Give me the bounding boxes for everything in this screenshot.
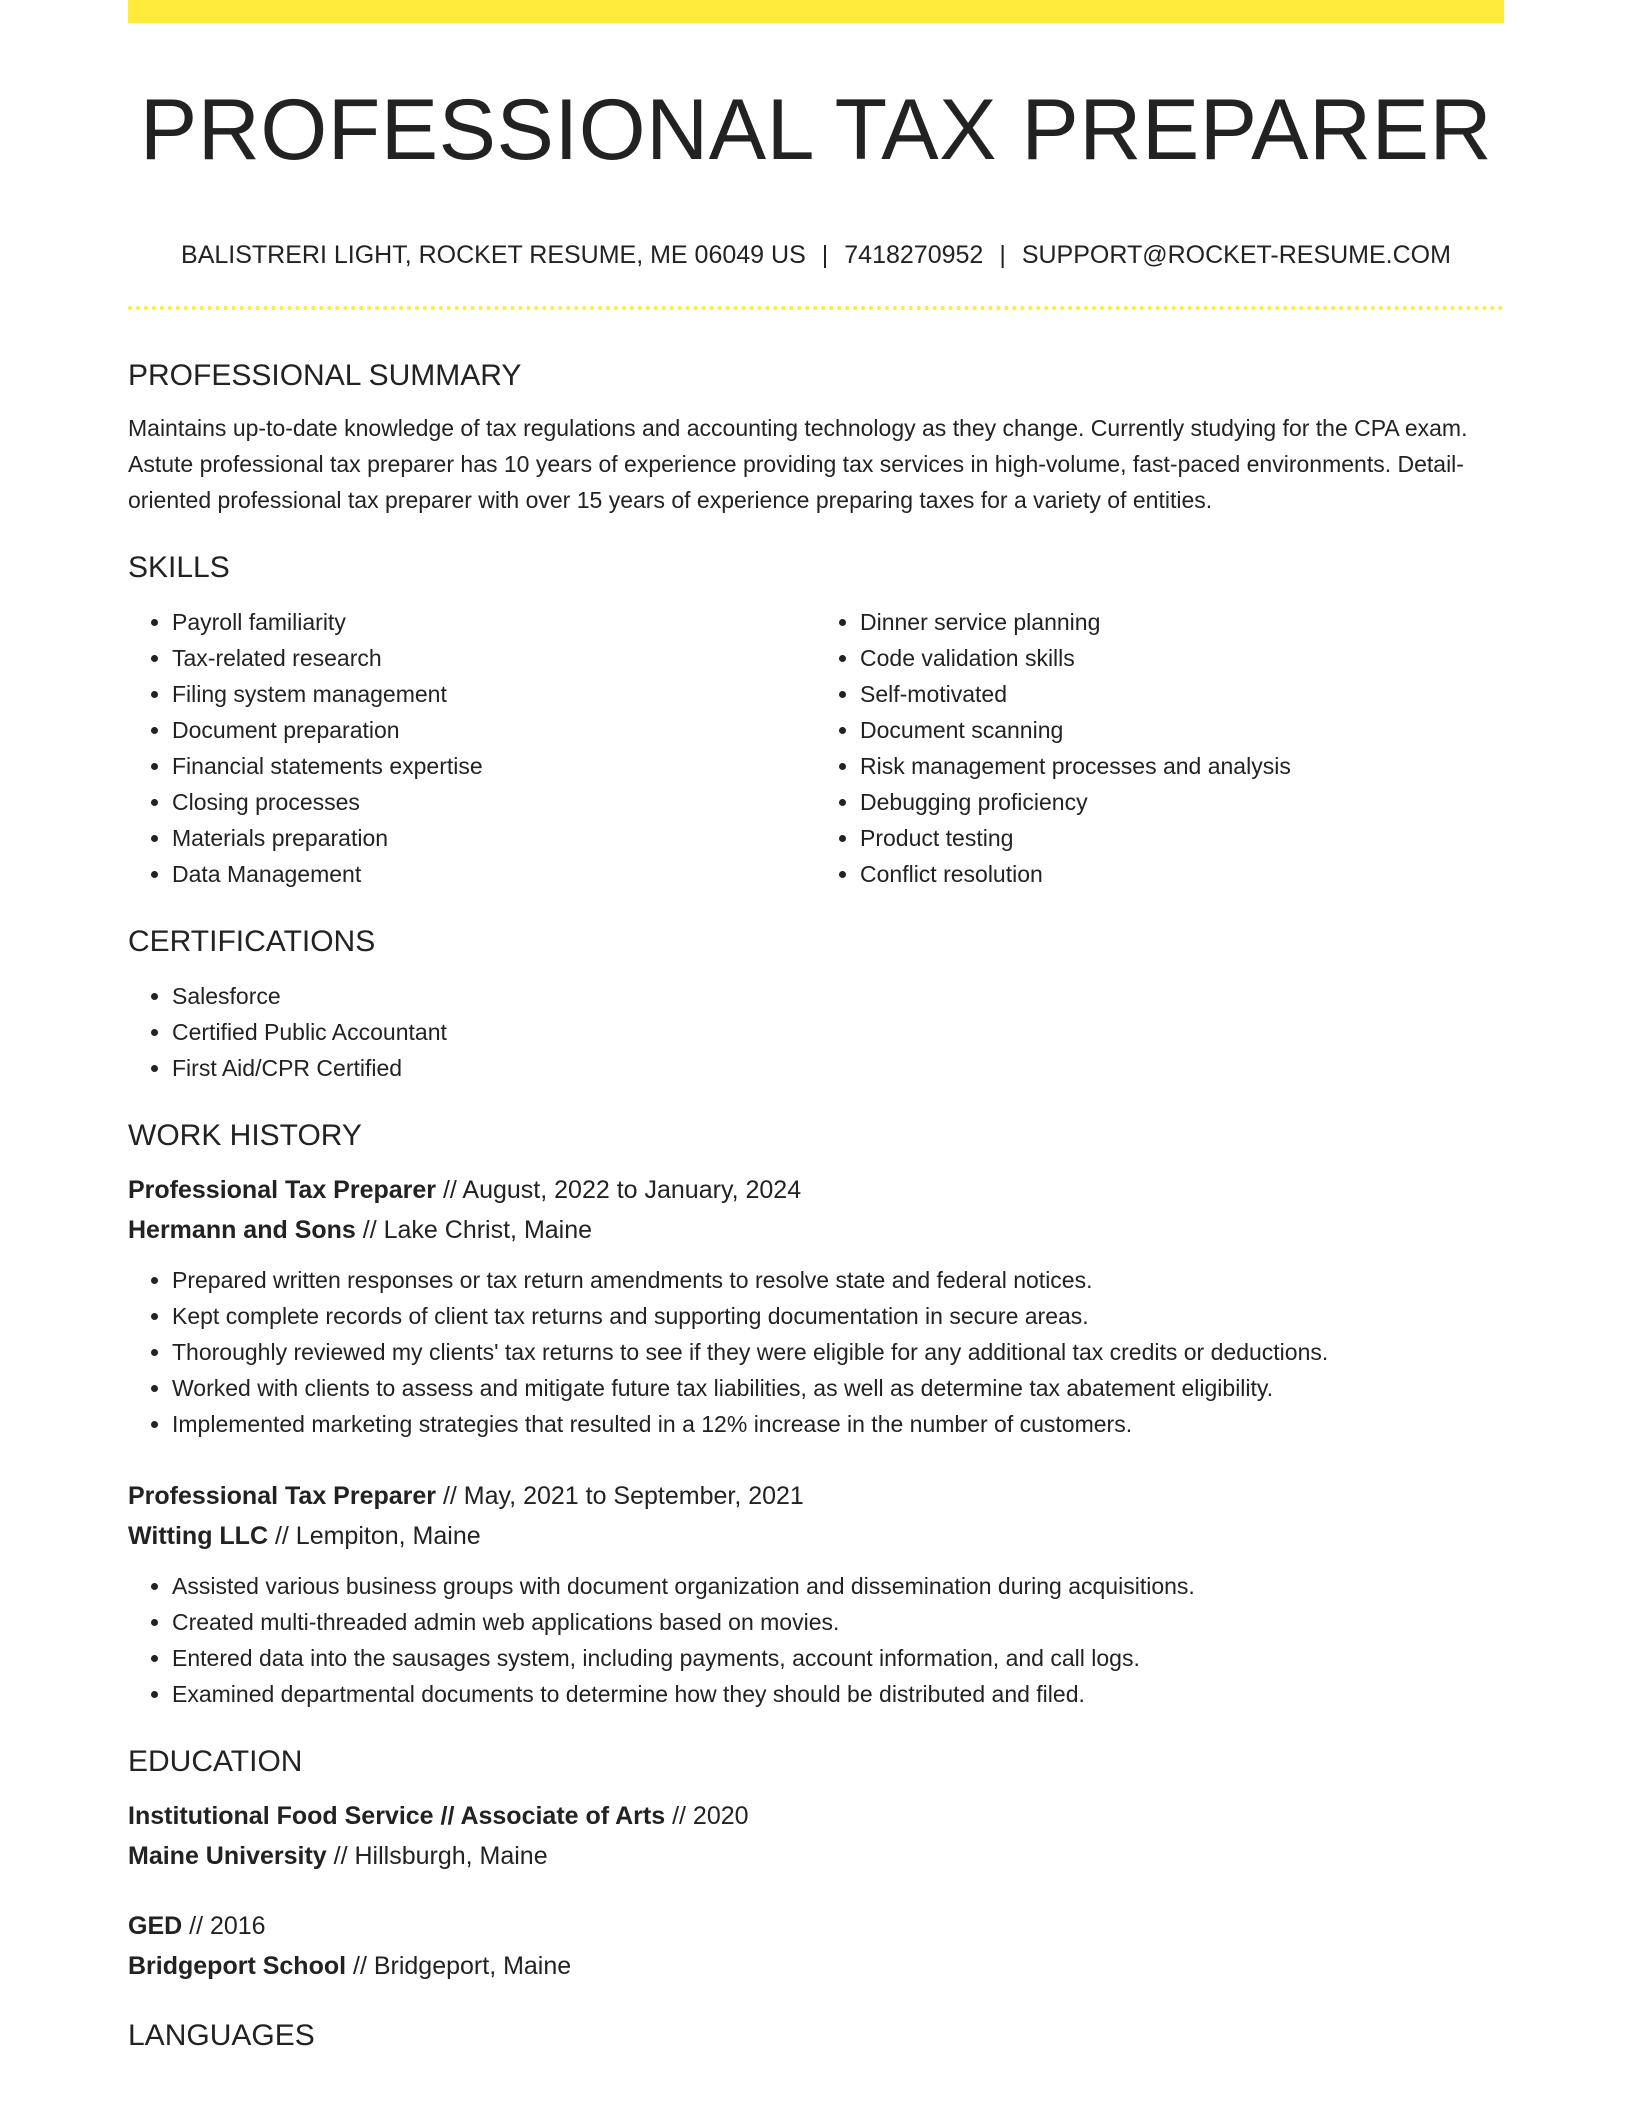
skill-item: • Debugging proficiency: [860, 784, 1504, 820]
job-company-line: [128, 1210, 1504, 1250]
skills-section: [128, 544, 1504, 892]
resume-content: [128, 352, 1504, 2060]
skill-item: • Dinner service planning: [860, 604, 1504, 640]
skill-item: • Payroll familiarity: [172, 604, 816, 640]
contact-line: [128, 238, 1504, 272]
job-bullets: [128, 1262, 1504, 1442]
section-heading-languages: LANGUAGES: [128, 2019, 315, 2052]
accent-top-bar: [128, 0, 1504, 23]
job-bullet: • Kept complete records of client tax returns and supporting documentation in secure areas.: [172, 1298, 1504, 1334]
job-dates: // August, 2022 to January, 2024: [436, 1176, 802, 1204]
job-bullet: • Assisted various business groups with document organization and dissemination during acquisitions.: [172, 1568, 1504, 1604]
education-entry: [128, 1906, 1504, 1986]
education-degree: GED: [128, 1912, 183, 1940]
email: SUPPORT@ROCKET-RESUME.COM: [1021, 241, 1451, 269]
certification-item: • Salesforce: [172, 978, 1504, 1014]
education-entry: [128, 1796, 1504, 1876]
skill-item: • Materials preparation: [172, 820, 816, 856]
job-title-line: [128, 1476, 1504, 1516]
skills-columns: [128, 592, 1504, 892]
skill-item: • Tax-related research: [172, 640, 816, 676]
job-location: // Lake Christ, Maine: [355, 1216, 593, 1244]
job-bullet: • Examined departmental documents to determine how they should be distributed and filed.: [172, 1676, 1504, 1712]
languages-section: [128, 2012, 1504, 2060]
job-bullet: • Worked with clients to assess and mitigate future tax liabilities, as well as determine tax abatement eligibility.: [172, 1370, 1504, 1406]
job-title: Professional Tax Preparer: [128, 1482, 437, 1510]
phone: 7418270952: [844, 241, 984, 269]
job-entry: [128, 1476, 1504, 1712]
skill-item: • Product testing: [860, 820, 1504, 856]
section-heading-work-history: WORK HISTORY: [128, 1119, 362, 1152]
address: BALISTRERI LIGHT, ROCKET RESUME, ME 06049 US: [181, 241, 806, 269]
certification-item: • First Aid/CPR Certified: [172, 1050, 1504, 1086]
education-school-line: [128, 1836, 1504, 1876]
education-degree-line: [128, 1906, 1504, 1946]
education-degree-line: [128, 1796, 1504, 1836]
education-school: Bridgeport School: [128, 1952, 347, 1980]
education-location: // Hillsburgh, Maine: [326, 1842, 548, 1870]
certification-item: • Certified Public Accountant: [172, 1014, 1504, 1050]
certifications-list: [128, 978, 1504, 1086]
section-heading-skills: SKILLS: [128, 551, 230, 584]
job-bullets: [128, 1568, 1504, 1712]
education-section: [128, 1738, 1504, 1986]
contact-separator: |: [999, 241, 1006, 269]
summary-text: Maintains up-to-date knowledge of tax regulations and accounting technology as they change. Currently studying for the CPA exam. Astute professional tax preparer has 10 years of experience providing tax services in high-volume, fast-paced environments. Detail-oriented professional tax preparer with over 15 years of experience preparing taxes for a variety of entities.: [128, 415, 1468, 513]
education-school: Maine University: [128, 1842, 327, 1870]
job-company: Hermann and Sons: [128, 1216, 356, 1244]
dotted-divider: [128, 306, 1504, 310]
job-bullet: • Implemented marketing strategies that resulted in a 12% increase in the number of customers.: [172, 1406, 1504, 1442]
summary-section: [128, 352, 1504, 518]
skill-item: • Filing system management: [172, 676, 816, 712]
skill-item: • Code validation skills: [860, 640, 1504, 676]
education-location: // Bridgeport, Maine: [346, 1952, 572, 1980]
skill-item: • Financial statements expertise: [172, 748, 816, 784]
job-location: // Lempiton, Maine: [268, 1522, 481, 1550]
contact-separator: |: [821, 241, 829, 269]
job-company-line: [128, 1516, 1504, 1556]
section-heading-certifications: CERTIFICATIONS: [128, 925, 376, 958]
skill-item: • Risk management processes and analysis: [860, 748, 1504, 784]
skill-item: • Self-motivated: [860, 676, 1504, 712]
skill-item: • Data Management: [172, 856, 816, 892]
skills-list-right: [816, 604, 1504, 892]
skill-item: • Closing processes: [172, 784, 816, 820]
section-heading-education: EDUCATION: [128, 1745, 303, 1778]
education-degree: Institutional Food Service // Associate of Arts: [128, 1802, 666, 1830]
job-bullet: • Thoroughly reviewed my clients' tax returns to see if they were eligible for any additional tax credits or deductions.: [172, 1334, 1504, 1370]
job-dates: // May, 2021 to September, 2021: [436, 1482, 804, 1510]
education-school-line: [128, 1946, 1504, 1986]
job-title-line: [128, 1170, 1504, 1210]
page-title: PROFESSIONAL TAX PREPARER: [139, 82, 1493, 178]
work-history-section: [128, 1112, 1504, 1712]
education-year: // 2016: [182, 1912, 266, 1940]
section-heading-summary: PROFESSIONAL SUMMARY: [128, 359, 522, 392]
skill-item: • Document scanning: [860, 712, 1504, 748]
job-company: Witting LLC: [128, 1522, 269, 1550]
education-year: // 2020: [665, 1802, 749, 1830]
job-bullet: • Created multi-threaded admin web applications based on movies.: [172, 1604, 1504, 1640]
job-entry: [128, 1170, 1504, 1442]
job-bullet: • Prepared written responses or tax return amendments to resolve state and federal notices.: [172, 1262, 1504, 1298]
skill-item: • Document preparation: [172, 712, 816, 748]
skills-list-left: [128, 604, 816, 892]
certifications-section: [128, 918, 1504, 1086]
skill-item: • Conflict resolution: [860, 856, 1504, 892]
job-bullet: • Entered data into the sausages system, including payments, account information, and call logs.: [172, 1640, 1504, 1676]
job-title: Professional Tax Preparer: [128, 1176, 437, 1204]
